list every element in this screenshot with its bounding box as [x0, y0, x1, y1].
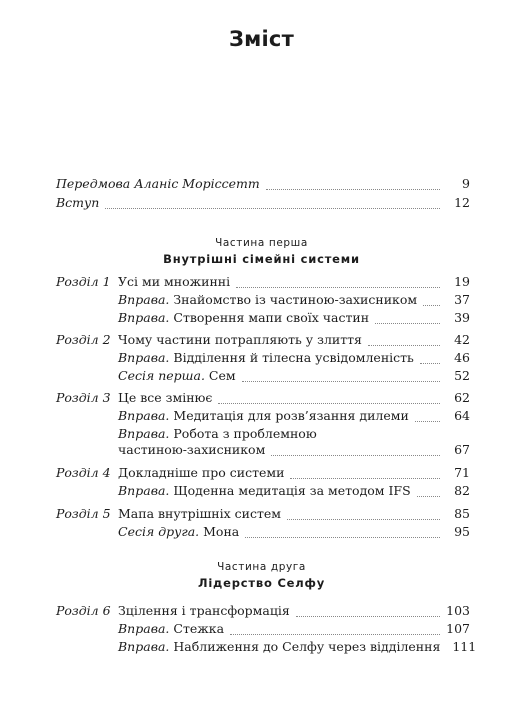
dot-leader: [368, 344, 440, 346]
dot-leader: [290, 477, 440, 479]
toc-entry-exercise[interactable]: [56, 349, 470, 367]
entry-title: Це все змінює: [118, 390, 213, 405]
toc-entry-session[interactable]: [56, 523, 470, 541]
page-number: 85: [454, 506, 470, 521]
dot-leader: [423, 304, 440, 306]
part-title: Лідерство Селфу: [197, 576, 326, 590]
dot-leader: [242, 380, 440, 382]
toc-entry-exercise[interactable]: [56, 638, 477, 656]
chapter-label: Розділ 4: [56, 465, 111, 480]
toc-entry-chapter-2[interactable]: [56, 331, 470, 349]
part-label: Частина перша: [215, 237, 308, 249]
page-number: 52: [454, 368, 470, 383]
page-number: 71: [454, 465, 470, 480]
toc-entry-session[interactable]: [56, 367, 470, 385]
chapter-label: Розділ 2: [56, 332, 111, 347]
dot-leader: [296, 615, 440, 617]
page-number: 64: [454, 408, 470, 423]
toc-entry-exercise[interactable]: [56, 620, 470, 638]
toc-entry-exercise[interactable]: [56, 291, 470, 309]
entry-title: Передмова Аланіс Моріссетт: [56, 176, 260, 191]
page-number: 19: [454, 274, 470, 289]
entry-title: Вправа. Стежка: [118, 621, 225, 636]
entry-title: Сесія перша. Сем: [118, 368, 236, 383]
entry-title: Вправа. Наближення до Селфу через відділення: [118, 639, 441, 654]
entry-title: Вправа. Знайомство із частиною-захисником: [118, 292, 418, 307]
part-label: Частина друга: [217, 561, 306, 573]
toc-entry-foreword[interactable]: [56, 175, 470, 193]
page-number: 67: [454, 442, 470, 457]
entry-title: Робота з проблемною: [173, 426, 317, 441]
toc-entry-chapter-1[interactable]: [56, 273, 470, 291]
toc-entry-chapter-5[interactable]: [56, 505, 470, 523]
toc-entry-exercise[interactable]: [56, 309, 470, 327]
dot-leader: [105, 207, 440, 209]
dot-leader: [236, 286, 440, 288]
entry-title: Чому частини потрапляють у злиття: [118, 332, 362, 347]
entry-title: Зцілення і трансформація: [118, 603, 290, 618]
page-number: 82: [454, 483, 470, 498]
toc-entry-chapter-6[interactable]: [56, 602, 470, 620]
chapter-label: Розділ 5: [56, 506, 111, 521]
dot-leader: [230, 633, 440, 635]
page-number: 39: [454, 310, 470, 325]
dot-leader: [375, 322, 440, 324]
toc-entry-introduction[interactable]: [56, 194, 470, 212]
entry-title: Вступ: [56, 195, 100, 210]
page-number: 62: [454, 390, 470, 405]
page-number: 9: [462, 176, 470, 191]
dot-leader: [266, 188, 440, 190]
toc-entry-chapter-3[interactable]: [56, 389, 470, 407]
entry-title: Докладніше про системи: [118, 465, 285, 480]
page-number: 42: [454, 332, 470, 347]
entry-title: Вправа. Щоденна медитація за методом IFS: [118, 483, 411, 498]
page-number: 111: [452, 639, 477, 654]
entry-title: частиною-захисником: [118, 442, 266, 457]
toc-entry-chapter-4[interactable]: [56, 464, 470, 482]
entry-title: Сесія друга. Мона: [118, 524, 240, 539]
page-number: 103: [446, 603, 470, 618]
toc-entry-exercise[interactable]: [56, 482, 470, 500]
entry-prefix: Вправа.: [118, 426, 170, 441]
page-number: 12: [454, 195, 470, 210]
toc-entry-exercise[interactable]: [56, 407, 470, 425]
toc-entry-exercise-continued[interactable]: [56, 441, 470, 459]
entry-title: Вправа. Створення мапи своїх частин: [118, 310, 370, 325]
page-number: 37: [454, 292, 470, 307]
page-number: 46: [454, 350, 470, 365]
entry-title: Вправа. Медитація для розв’язання дилеми: [118, 408, 409, 423]
entry-title: Усі ми множинні: [118, 274, 231, 289]
dot-leader: [417, 495, 440, 497]
entry-title: Мапа внутрішніх систем: [118, 506, 281, 521]
dot-leader: [271, 454, 440, 456]
part-title: Внутрішні сімейні системи: [163, 252, 360, 266]
chapter-label: Розділ 6: [56, 603, 111, 618]
page-title: Зміст: [229, 27, 294, 51]
dot-leader: [415, 420, 440, 422]
page-number: 107: [446, 621, 470, 636]
dot-leader: [287, 518, 440, 520]
entry-title: Вправа. Відділення й тілесна усвідомленість: [118, 350, 414, 365]
chapter-label: Розділ 3: [56, 390, 111, 405]
dot-leader: [420, 362, 440, 364]
page-number: 95: [454, 524, 470, 539]
chapter-label: Розділ 1: [56, 274, 111, 289]
dot-leader: [218, 402, 440, 404]
dot-leader: [245, 536, 440, 538]
